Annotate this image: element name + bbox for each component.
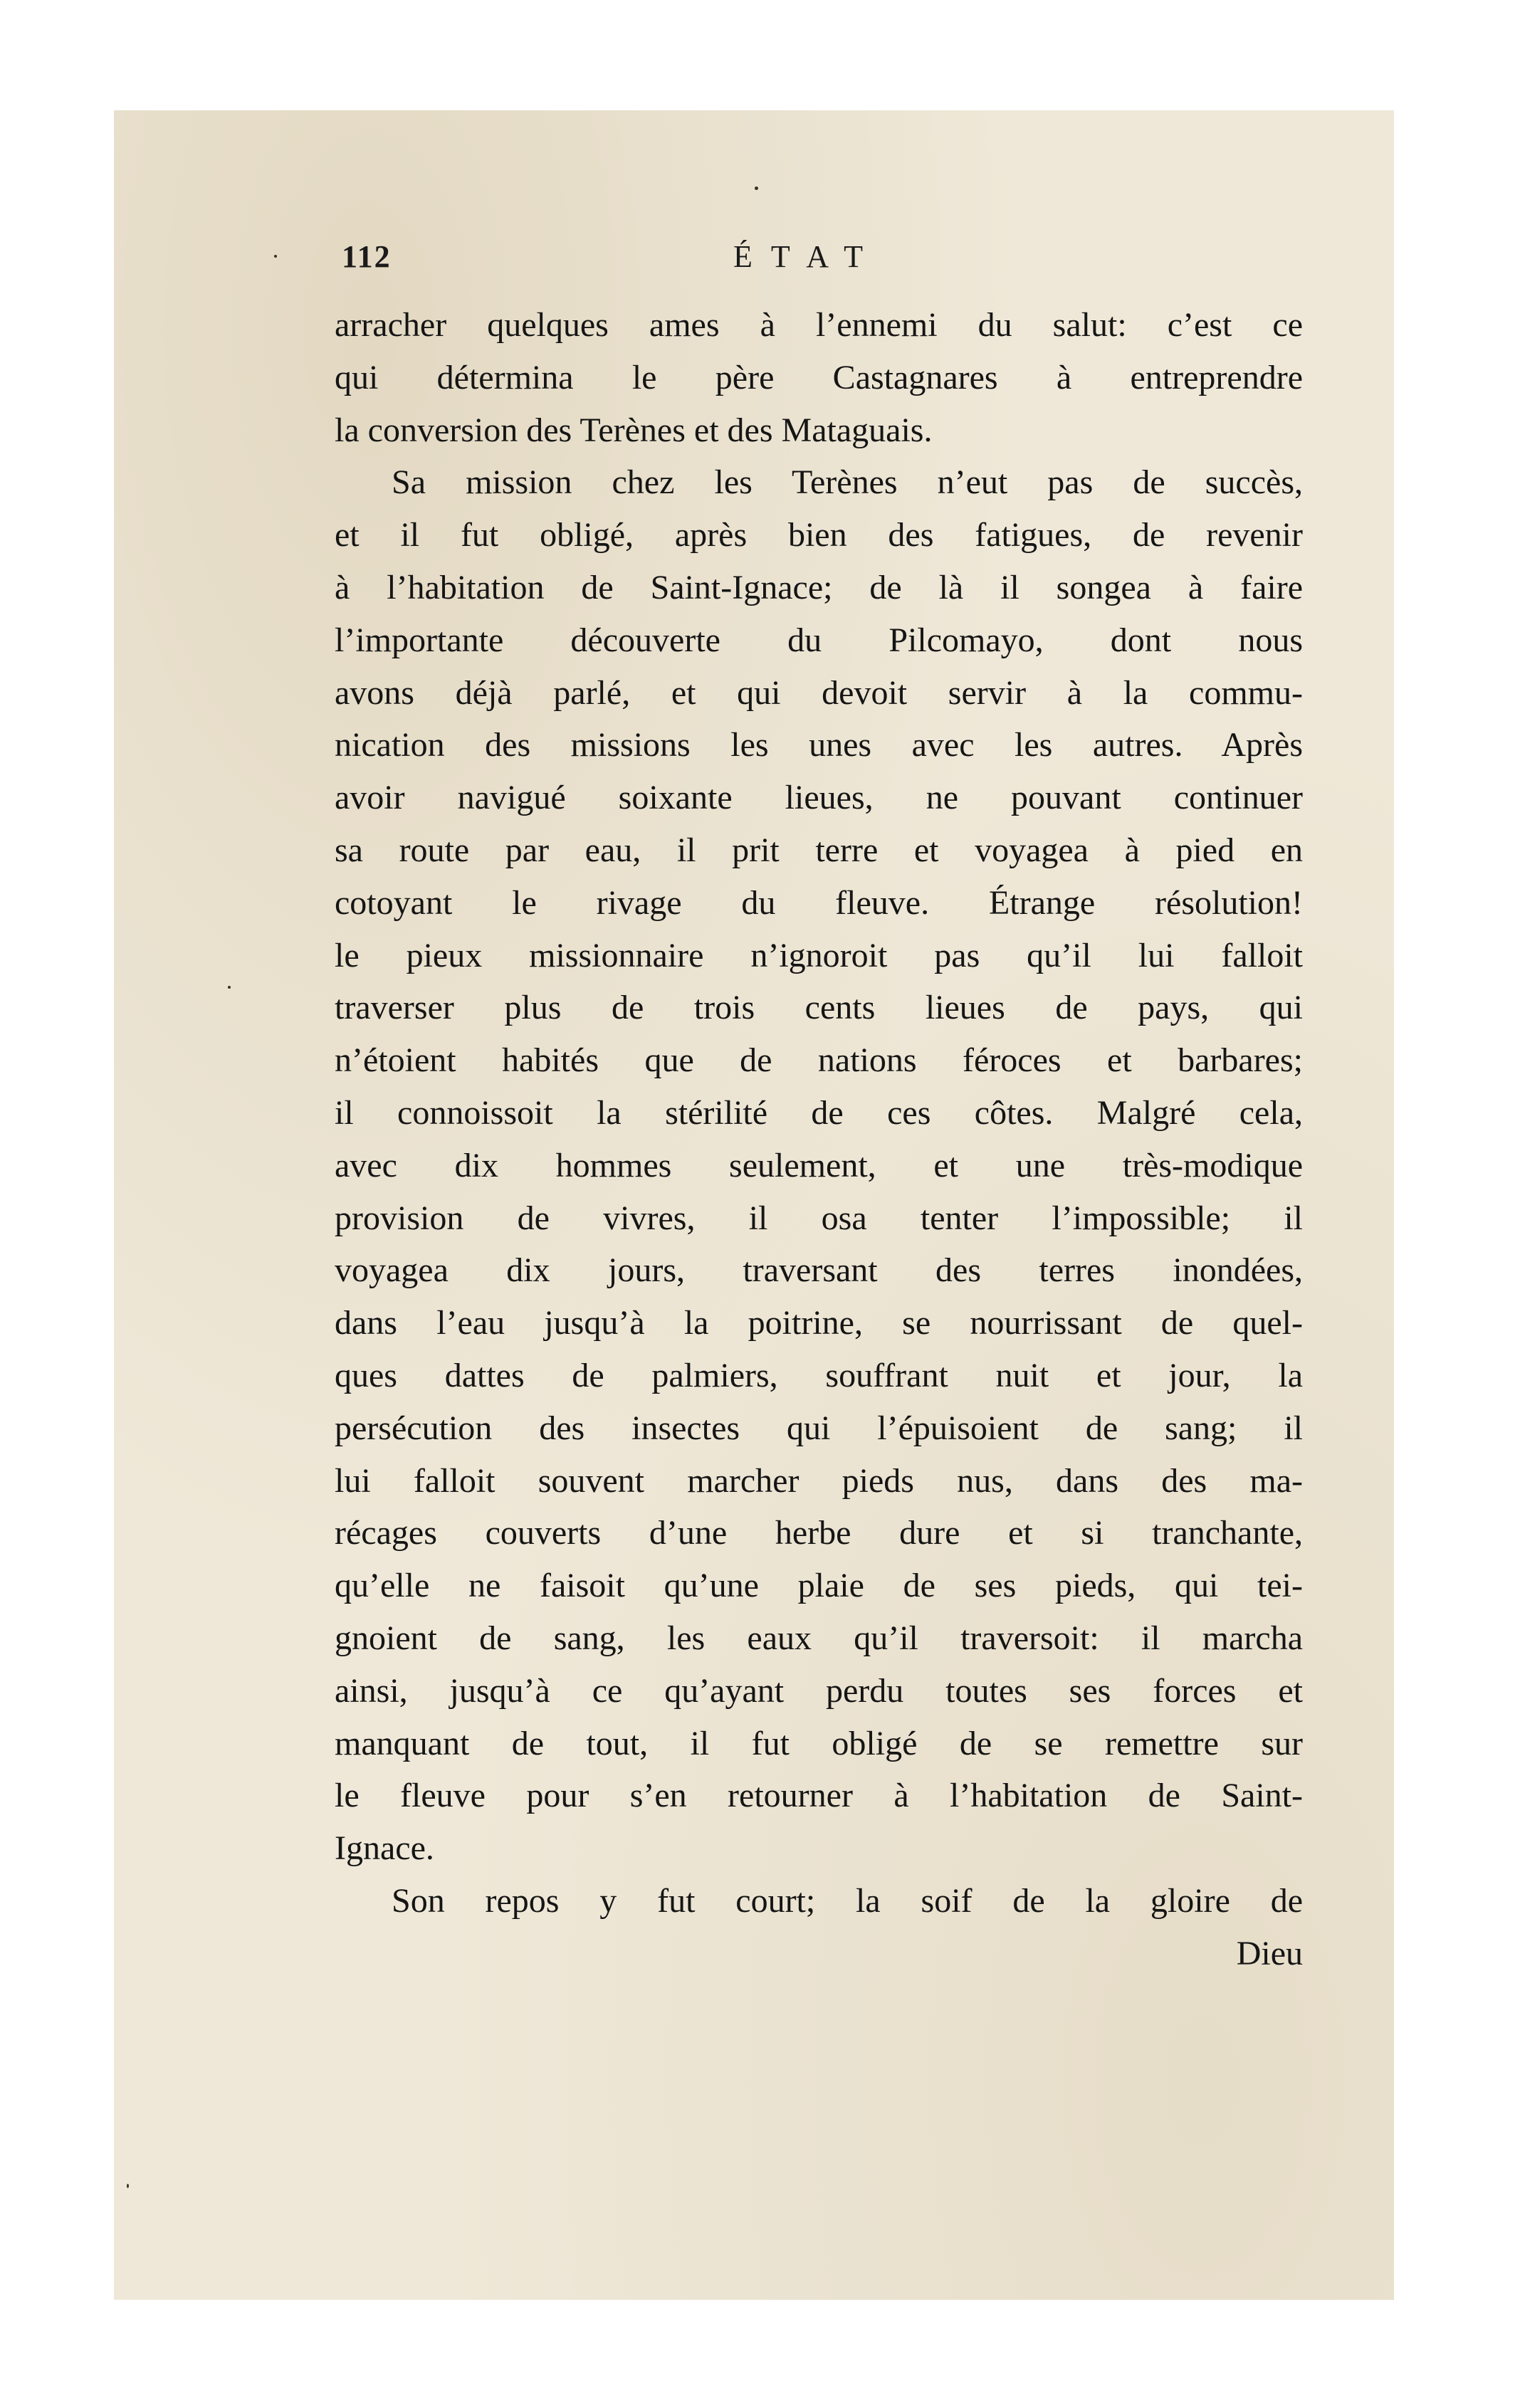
paper-speck <box>228 986 231 989</box>
text-line: Ignace. <box>335 1829 434 1868</box>
catchword: Dieu <box>1236 1934 1303 1972</box>
text-line: provision de vivres, il osa tenter l’impossible; il <box>335 1199 1303 1237</box>
text-line: avoir navigué soixante lieues, ne pouvant continuer <box>335 779 1303 817</box>
text-line: traverser plus de trois cents lieues de pays, qui <box>335 989 1303 1027</box>
text-line: il connoissoit la stérilité de ces côtes. Malgré cela, <box>335 1093 1303 1132</box>
text-line: dans l’eau jusqu’à la poitrine, se nourrissant de quel- <box>335 1304 1303 1342</box>
text-line: manquant de tout, il fut obligé de se remettre sur <box>335 1724 1303 1762</box>
paper-speck <box>274 255 277 258</box>
text-line: persécution des insectes qui l’épuisoient de sang; il <box>335 1409 1303 1447</box>
text-line: voyagea dix jours, traversant des terres inondées, <box>335 1251 1303 1290</box>
paragraph-start-line: Son repos y fut court; la soif de la gloire de <box>392 1881 1303 1920</box>
text-line: ainsi, jusqu’à ce qu’ayant perdu toutes ses forces et <box>335 1671 1303 1710</box>
paper-speck <box>127 2184 129 2188</box>
text-line: arracher quelques ames à l’ennemi du salut: c’est ce <box>335 306 1303 344</box>
body-text <box>335 299 1303 1980</box>
page-number: 112 <box>342 239 392 274</box>
text-line: à l’habitation de Saint-Ignace; de là il songea à faire <box>335 568 1303 606</box>
text-line: l’importante découverte du Pilcomayo, dont nous <box>335 621 1303 659</box>
text-line: lui falloit souvent marcher pieds nus, dans des ma- <box>335 1461 1303 1500</box>
text-line: qu’elle ne faisoit qu’une plaie de ses pieds, qui tei- <box>335 1567 1303 1605</box>
text-line: le fleuve pour s’en retourner à l’habitation de Saint- <box>335 1777 1303 1815</box>
text-line: sa route par eau, il prit terre et voyagea à pied en <box>335 831 1303 869</box>
running-title: ÉTAT <box>733 239 882 274</box>
text-line: récages couverts d’une herbe dure et si tranchante, <box>335 1514 1303 1552</box>
text-line: et il fut obligé, après bien des fatigues, de revenir <box>335 516 1303 554</box>
text-line: gnoient de sang, les eaux qu’il traversoit: il marcha <box>335 1619 1303 1657</box>
text-line: ques dattes de palmiers, souffrant nuit et jour, la <box>335 1356 1303 1394</box>
paragraph-start-line: Sa mission chez les Terènes n’eut pas de succès, <box>392 463 1303 502</box>
page-header <box>342 238 1303 281</box>
text-line: qui détermina le père Castagnares à entreprendre <box>335 358 1303 396</box>
text-line: cotoyant le rivage du fleuve. Étrange résolution! <box>335 883 1303 922</box>
text-line: nication des missions les unes avec les autres. Après <box>335 726 1303 764</box>
text-line: n’étoient habités que de nations féroces et barbares; <box>335 1041 1303 1080</box>
text-line: avons déjà parlé, et qui devoit servir à la commu- <box>335 673 1303 712</box>
text-line: le pieux missionnaire n’ignoroit pas qu’il lui falloit <box>335 936 1303 974</box>
text-line: la conversion des Terènes et des Mataguais. <box>335 411 933 449</box>
text-line: avec dix hommes seulement, et une très-modique <box>335 1146 1303 1184</box>
paper-speck <box>755 186 758 190</box>
